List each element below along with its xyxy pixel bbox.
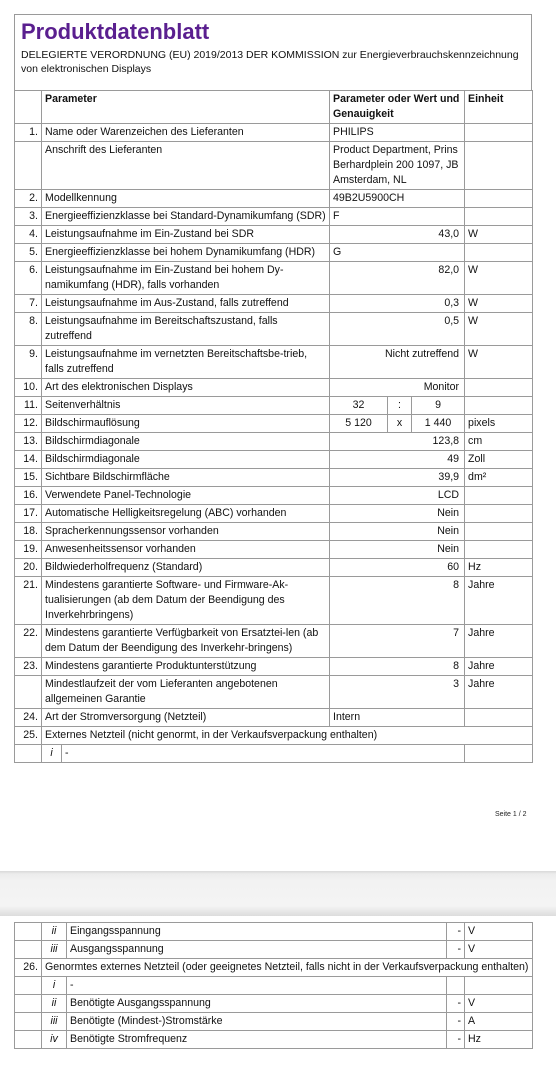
table-row: iii Benötigte (Mindest-)Stromstärke - A [15, 1013, 533, 1031]
table-row: 14. Bildschirmdiagonale 49 Zoll [15, 451, 533, 469]
page-title: Produktdatenblatt [21, 19, 210, 44]
table-row: 20. Bildwiederholfrequenz (Standard) 60 Hz [15, 559, 533, 577]
datasheet-table [14, 90, 533, 763]
table-row: 19. Anwesenheitssensor vorhanden Nein [15, 541, 533, 559]
table-row: 5. Energieeffizienzklasse bei hohem Dynamikumfang (HDR) G [15, 244, 533, 262]
table-row: 11. Seitenverhältnis 32 : 9 [15, 397, 533, 415]
table-row: iv Benötigte Stromfrequenz - Hz [15, 1031, 533, 1049]
table-row: 3. Energieeffizienzklasse bei Standard-Dynamikumfang (SDR) F [15, 208, 533, 226]
table-row: 8. Leistungsaufnahme im Bereitschaftszustand, falls zutreffend 0,5 W [15, 313, 533, 346]
table-row: 13. Bildschirmdiagonale 123,8 cm [15, 433, 533, 451]
page-separator [0, 871, 556, 916]
table-row: 9. Leistungsaufnahme im vernetzten Bereitschaftsbe-trieb, falls zutreffend Nicht zutreffend W [15, 346, 533, 379]
table-row: ii Eingangsspannung - V [15, 923, 533, 941]
table-row: iii Ausgangsspannung - V [15, 941, 533, 959]
column-header-value: Parameter oder Wert und Genauigkeit [330, 91, 465, 124]
table-row: 12. Bildschirmauflösung 5 120 x 1 440 pixels [15, 415, 533, 433]
table-row: 1. Name oder Warenzeichen des Lieferanten PHILIPS [15, 124, 533, 142]
table-header-row [15, 91, 533, 124]
table-row: 15. Sichtbare Bildschirmfläche 39,9 dm² [15, 469, 533, 487]
table-row: i - [15, 977, 533, 995]
table-row: 18. Spracherkennungssensor vorhanden Nein [15, 523, 533, 541]
table-row: 21. Mindestens garantierte Software- und Firmware-Ak-tualisierungen (ab dem Datum der Beendigung des Inverkehrbringens) 8 Jahre [15, 577, 533, 625]
table-row: 4. Leistungsaufnahme im Ein-Zustand bei SDR 43,0 W [15, 226, 533, 244]
table-row: 2. Modellkennung 49B2U5900CH [15, 190, 533, 208]
table-row: 22. Mindestens garantierte Verfügbarkeit von Ersatztei-len (ab dem Datum der Beendigung des Inverkehr-bringens) 7 Jahre [15, 625, 533, 658]
table-row: 17. Automatische Helligkeitsregelung (ABC) vorhanden Nein [15, 505, 533, 523]
table-row: i - [15, 745, 533, 763]
datasheet-table-continued [14, 922, 533, 1049]
column-header-unit: Einheit [465, 91, 533, 124]
table-row: 16. Verwendete Panel-Technologie LCD [15, 487, 533, 505]
page-number: Seite 1 / 2 [495, 811, 527, 818]
title-block [14, 14, 532, 90]
page-2 [0, 916, 556, 1090]
table-row: 10. Art des elektronischen Displays Monitor [15, 379, 533, 397]
table-row: ii Benötigte Ausgangsspannung - V [15, 995, 533, 1013]
table-row: 6. Leistungsaufnahme im Ein-Zustand bei hohem Dy-namikumfang (HDR), falls vorhanden 82,0 W [15, 262, 533, 295]
table-row: Mindestlaufzeit der vom Lieferanten angebotenen allgemeinen Garantie 3 Jahre [15, 676, 533, 709]
regulation-text: DELEGIERTE VERORDNUNG (EU) 2019/2013 DER KOMMISSION zur Energieverbrauchskennzeichnung von elektronischen Displays [21, 49, 519, 75]
table-row: 7. Leistungsaufnahme im Aus-Zustand, falls zutreffend 0,3 W [15, 295, 533, 313]
table-row: 26. Genormtes externes Netzteil (oder geeignetes Netzteil, falls nicht in der Verkaufsverpackung enthalten) [15, 959, 533, 977]
column-header-parameter: Parameter [42, 91, 330, 124]
table-row: Anschrift des Lieferanten Product Department, Prins Berhardplein 200 1097, JB Amsterdam, NL [15, 142, 533, 190]
table-row: 24. Art der Stromversorgung (Netzteil) Intern [15, 709, 533, 727]
table-row: 23. Mindestens garantierte Produktunterstützung 8 Jahre [15, 658, 533, 676]
table-row: 25. Externes Netzteil (nicht genormt, in der Verkaufsverpackung enthalten) [15, 727, 533, 745]
datasheet [14, 14, 532, 763]
